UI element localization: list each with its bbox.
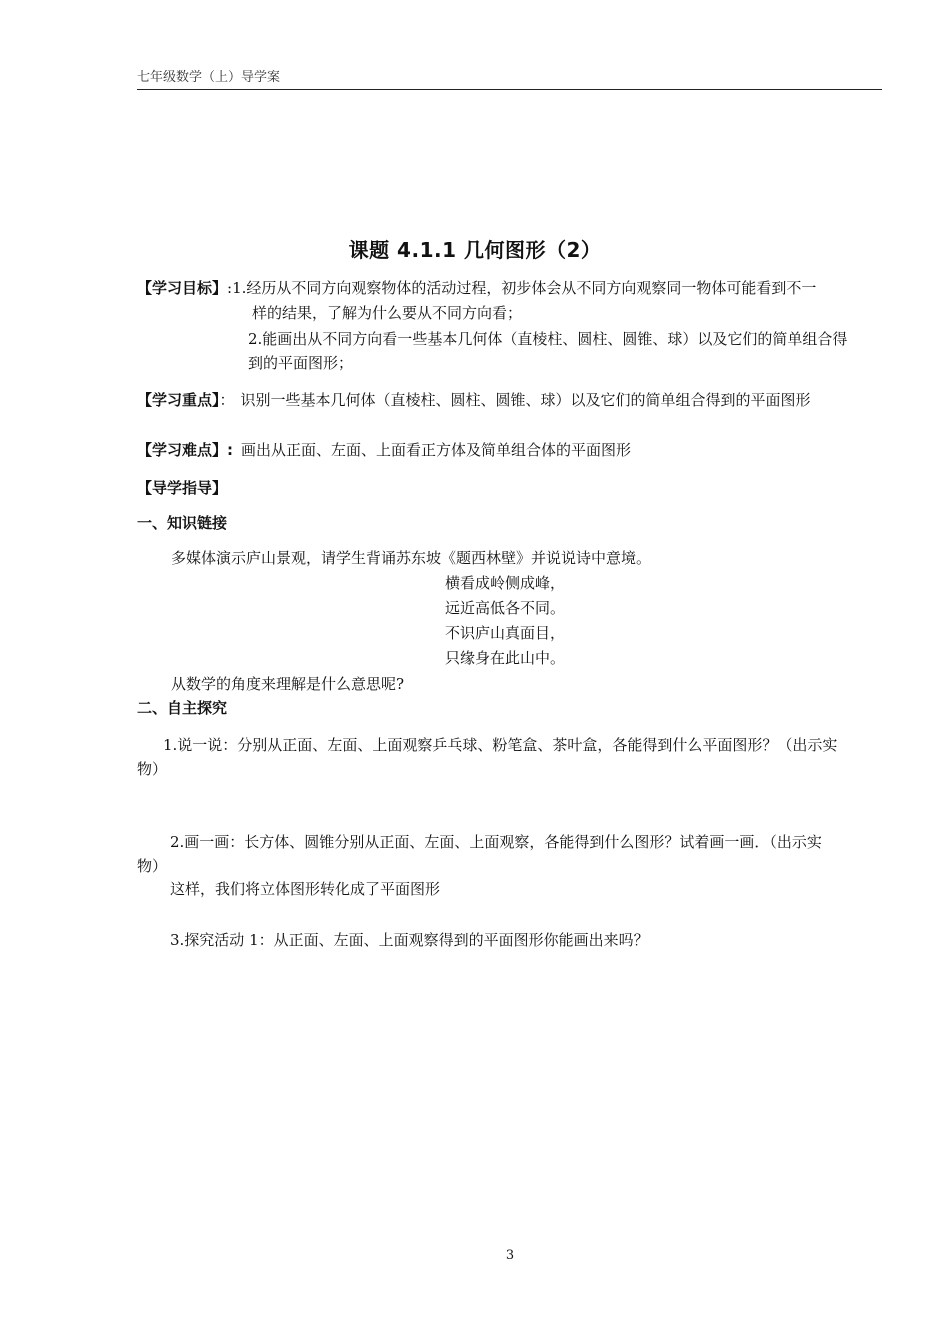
page-header — [137, 66, 882, 90]
difficulties-text: 画出从正面、左面、上面看正方体及简单组合体的平面图形 — [241, 441, 632, 459]
objectives-line-3: 2.能画出从不同方向看一些基本几何体（直棱柱、圆柱、圆锥、球）以及它们的简单组合得 — [248, 330, 848, 348]
item1-line-1: 1.说一说：分别从正面、左面、上面观察乒乓球、粉笔盒、茶叶盒，各能得到什么平面图形？（出示实 — [163, 736, 838, 754]
item1-line-2: 物） — [137, 760, 168, 778]
section1-heading: 一、知识链接 — [137, 514, 228, 532]
objectives-label: 【学习目标】 — [137, 279, 228, 297]
poem-line: 不识庐山真面目， — [444, 624, 565, 642]
section2-heading: 二、自主探究 — [137, 699, 228, 717]
key-points-sep: ： — [219, 391, 235, 409]
poem-line: 横看成岭侧成峰， — [444, 574, 565, 592]
header-text: 七年级数学（上）导学案 — [137, 70, 281, 85]
difficulties-line — [137, 438, 631, 462]
item2-line-2: 物） — [137, 857, 168, 875]
poem-line: 只缘身在此山中。 — [444, 649, 565, 667]
poem-line: 远近高低各不同。 — [444, 599, 565, 617]
key-points-line — [137, 388, 811, 412]
item3-line: 3.探究活动 1：从正面、左面、上面观察得到的平面图形你能画出来吗？ — [170, 931, 649, 949]
section1-question: 从数学的角度来理解是什么意思呢? — [171, 675, 405, 693]
item2-line-3: 这样，我们将立体图形转化成了平面图形 — [170, 880, 441, 898]
item2-line-1: 2.画一画：长方体、圆锥分别从正面、左面、上面观察，各能得到什么图形？试着画一画．（出示实 — [170, 833, 822, 851]
section1-intro: 多媒体演示庐山景观，请学生背诵苏东坡《题西林壁》并说说诗中意境。 — [171, 549, 652, 567]
lesson-title: 课题 4.1.1 几何图形（2） — [348, 238, 602, 262]
objectives-text-1: 1.经历从不同方向观察物体的活动过程，初步体会从不同方向观察同一物体可能看到不一 — [232, 279, 817, 297]
objectives-sep: : — [227, 279, 233, 297]
key-points-label: 【学习重点】 — [137, 391, 220, 409]
difficulties-label: 【学习难点】 — [137, 441, 228, 459]
page-number: 3 — [505, 1248, 515, 1263]
objectives-line-2: 样的结果，了解为什么要从不同方向看； — [252, 304, 523, 322]
key-points-text: 识别一些基本几何体（直棱柱、圆柱、圆锥、球）以及它们的简单组合得到的平面图形 — [240, 391, 811, 409]
objectives-line-4: 到的平面图形； — [248, 354, 354, 372]
objectives-line-1 — [137, 276, 816, 300]
difficulties-sep: : — [227, 441, 234, 459]
guidance-label: 【导学指导】 — [137, 479, 228, 497]
